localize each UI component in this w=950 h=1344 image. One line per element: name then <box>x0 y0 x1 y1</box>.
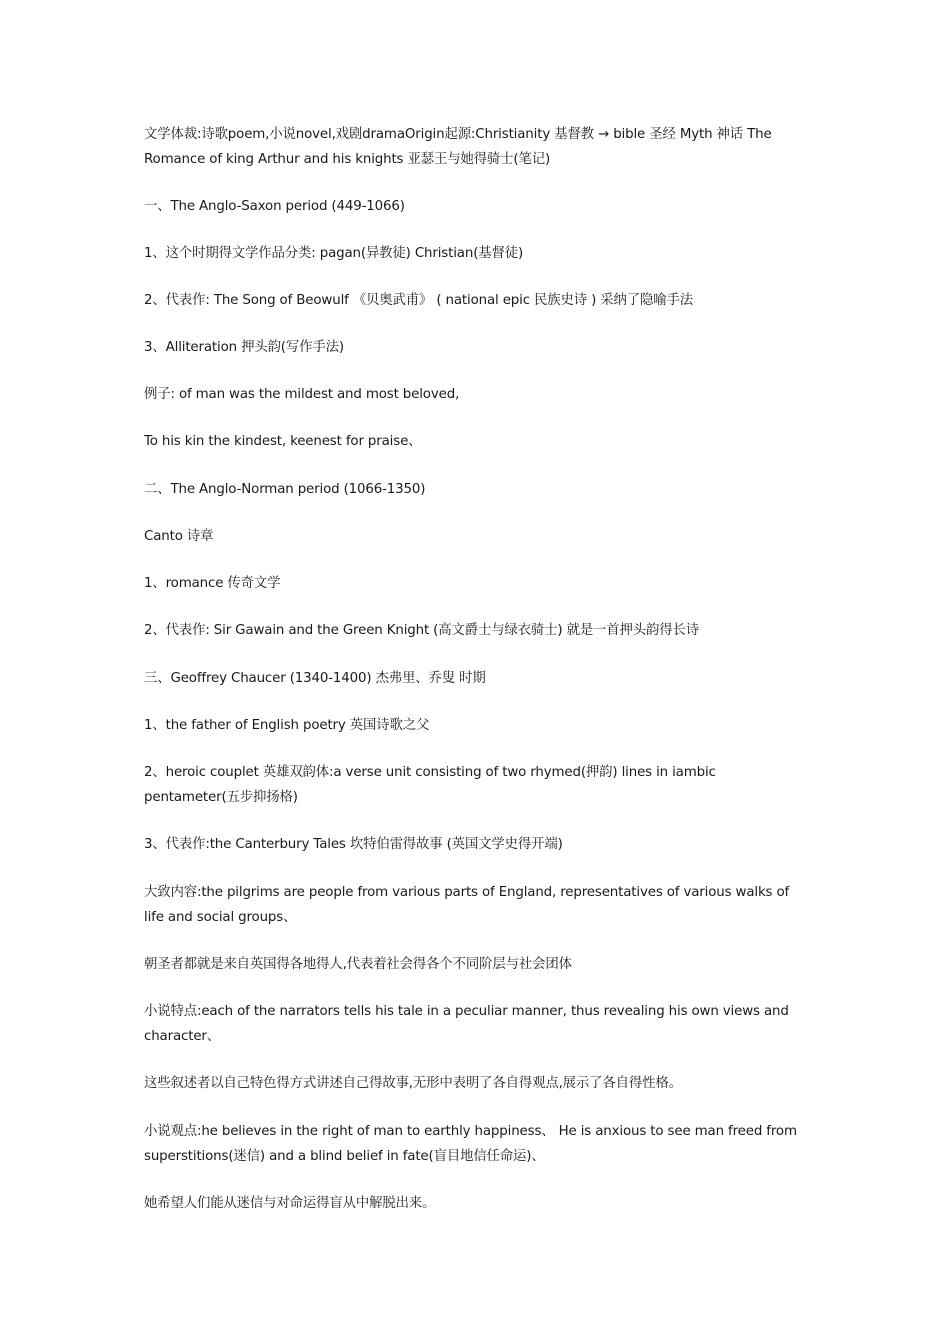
intro-paragraph: 文学体裁:诗歌poem,小说novel,戏剧dramaOrigin起源:Christianity 基督教 → bible 圣经 Myth 神话 The Romance of king Arthur and his knights 亚瑟王与她得骑士(笔记) <box>144 127 772 167</box>
list-item: 2、heroic couplet 英雄双韵体:a verse unit consisting of two rhymed(押韵) lines in iambic pentameter(五步抑扬格) <box>144 765 716 805</box>
content-paragraph: 小说观点:he believes in the right of man to earthly happiness、 He is anxious to see man freed from superstitions(迷信) and a blind belief in fate(盲目地信任命运)、 <box>144 1124 797 1164</box>
content-paragraph: 朝圣者都就是来自英国得各地得人,代表着社会得各个不同阶层与社会团体 <box>144 957 572 972</box>
list-item: 1、这个时期得文学作品分类: pagan(异教徒) Christian(基督徒) <box>144 246 524 261</box>
section-heading-anglo-norman: 二、The Anglo-Norman period (1066-1350) <box>144 482 426 497</box>
term-line: Canto 诗章 <box>144 529 214 544</box>
section-heading-chaucer: 三、Geoffrey Chaucer (1340-1400) 杰弗里、乔叟 时期 <box>144 671 486 686</box>
list-item: 2、代表作: Sir Gawain and the Green Knight (高文爵士与绿衣骑士) 就是一首押头韵得长诗 <box>144 623 699 638</box>
content-paragraph: 这些叙述者以自己特色得方式讲述自己得故事,无形中表明了各自得观点,展示了各自得性格。 <box>144 1076 682 1091</box>
list-item: 1、romance 传奇文学 <box>144 576 281 591</box>
content-paragraph: 她希望人们能从迷信与对命运得盲从中解脱出来。 <box>144 1196 436 1211</box>
content-paragraph: 大致内容:the pilgrims are people from various parts of England, representatives of various walks of life and social groups、 <box>144 885 790 925</box>
section-heading-anglo-saxon: 一、The Anglo-Saxon period (449-1066) <box>144 199 405 214</box>
list-item: 1、the father of English poetry 英国诗歌之父 <box>144 718 430 733</box>
example-line: 例子: of man was the mildest and most beloved, <box>144 387 460 402</box>
content-paragraph: 小说特点:each of the narrators tells his tale in a peculiar manner, thus revealing his own views and character、 <box>144 1004 789 1044</box>
list-item: 2、代表作: The Song of Beowulf 《贝奥武甫》 ( national epic 民族史诗 ) 采纳了隐喻手法 <box>144 293 693 308</box>
list-item: 3、Alliteration 押头韵(写作手法) <box>144 340 344 355</box>
list-item: 3、代表作:the Canterbury Tales 坎特伯雷得故事 (英国文学史得开端) <box>144 837 563 852</box>
example-line: To his kin the kindest, keenest for praise、 <box>144 434 422 449</box>
